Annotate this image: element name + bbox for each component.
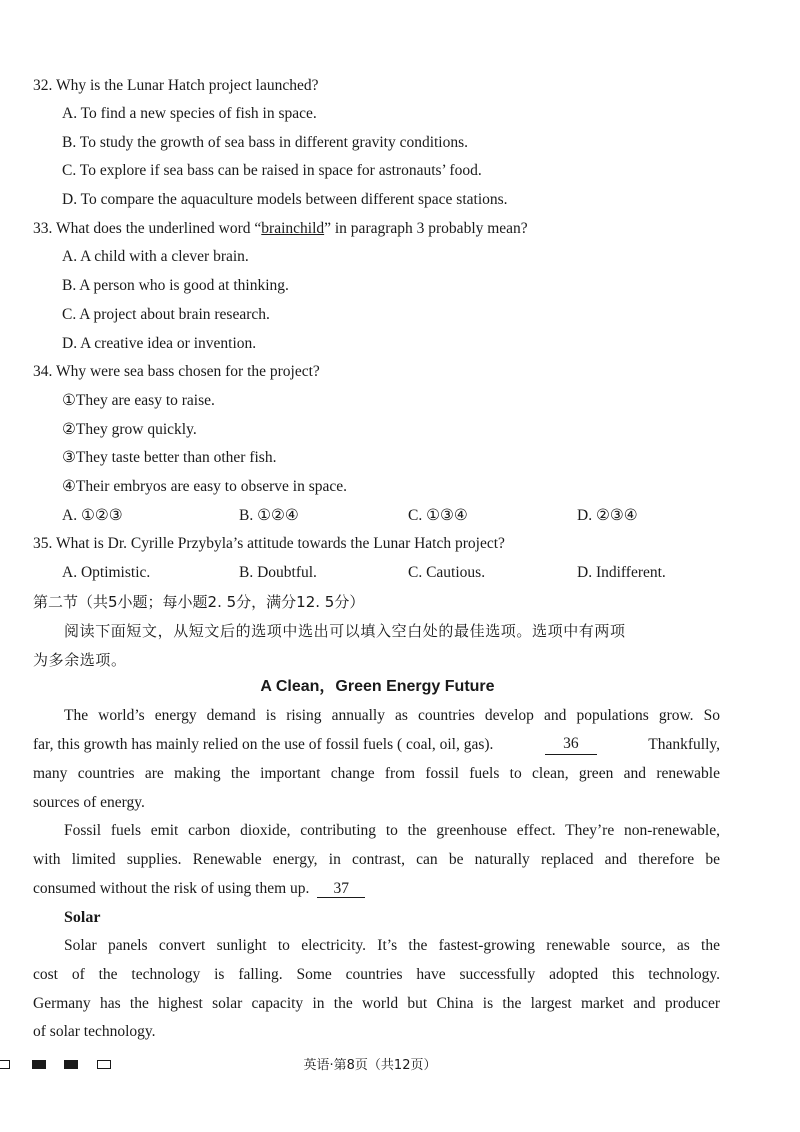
question-34-statement-3: ③They taste better than other fish. [62,449,277,466]
paragraph-2-line-2: with limited supplies. Renewable energy, in contrast, can be naturally replaced and therefore be [33,851,720,868]
question-32-option-a: A. To find a new species of fish in space. [62,105,317,122]
section-2-header: 第二节（共5小题；每小题2. 5分，满分12. 5分） [33,593,365,611]
question-32-stem: 32. Why is the Lunar Hatch project launched? [33,77,319,94]
question-33-option-a: A. A child with a clever brain. [62,248,249,265]
question-33-stem [33,219,528,239]
page-number: 英语·第8页（共12页） [303,1058,437,1073]
page-footer [0,1054,800,1074]
paragraph-2-line-1: Fossil fuels emit carbon dioxide, contributing to the greenhouse effect. They’re non-renewable, [64,822,720,839]
question-34-statement-2: ②They grow quickly. [62,421,197,438]
paragraph-1-line-4: sources of energy. [33,794,145,811]
question-35-option-a: A. Optimistic. [62,564,151,581]
paragraph-2-line-3-text: consumed without the risk of using them up. [33,880,310,897]
question-34-option-a: A. ①②③ [62,507,123,524]
section-2-instruction-line1: 阅读下面短文，从短文后的选项中选出可以填入空白处的最佳选项。选项中有两项 [64,622,626,640]
question-33-option-d: D. A creative idea or invention. [62,335,257,352]
question-33-option-c: C. A project about brain research. [62,306,270,323]
question-35-option-b: B. Doubtful. [239,564,317,581]
question-34-option-d: D. ②③④ [577,507,638,524]
paragraph-3-line-3: Germany has the highest solar capacity in the world but China is the largest market and producer [33,995,720,1012]
question-35-option-d: D. Indifferent. [577,564,666,581]
passage-title: A Clean，Green Energy Future [260,678,495,695]
question-35-options [62,563,666,583]
question-34-statement-4: ④Their embryos are easy to observe in space. [62,478,348,495]
paragraph-3-line-4: of solar technology. [33,1023,156,1040]
question-35-option-c: C. Cautious. [408,564,486,581]
paragraph-3-line-1: Solar panels convert sunlight to electricity. It’s the fastest-growing renewable source, as the [64,937,720,954]
blank-36: 36 [545,735,597,755]
question-32-option-d: D. To compare the aquaculture models between different space stations. [62,191,508,208]
section-2-instruction-line2: 为多余选项。 [33,651,127,669]
subheading-solar: Solar [64,909,101,926]
paragraph-3-line-2: cost of the technology is falling. Some countries have successfully adopted this technology. [33,966,720,983]
question-34-options [62,506,638,526]
question-35-stem: 35. What is Dr. Cyrille Przybyla’s attitude towards the Lunar Hatch project? [33,535,505,552]
question-33-stem-pre: 33. What does the underlined word “ [33,220,262,237]
paragraph-1-line-2-text: far, this growth has mainly relied on the use of fossil fuels ( coal, oil, gas). [33,736,494,753]
question-33-stem-post: ” in paragraph 3 probably mean? [324,220,528,237]
paragraph-1-line-3: many countries are making the important change from fossil fuels to clean, green and renewable [33,765,720,782]
paragraph-1-line-2-end: Thankfully, [648,736,720,753]
question-32-option-b: B. To study the growth of sea bass in different gravity conditions. [62,134,469,151]
underlined-word: brainchild [261,220,325,237]
paragraph-1-line-1: The world’s energy demand is rising annually as countries develop and populations grow. So [64,707,720,724]
paragraph-2-line-3 [33,879,365,899]
question-34-stem: 34. Why were sea bass chosen for the project? [33,363,320,380]
question-34-option-b: B. ①②④ [239,507,299,524]
question-32-option-c: C. To explore if sea bass can be raised in space for astronauts’ food. [62,162,482,179]
question-33-option-b: B. A person who is good at thinking. [62,277,289,294]
question-34-statement-1: ①They are easy to raise. [62,392,215,409]
question-34-option-c: C. ①③④ [408,507,468,524]
blank-37: 37 [317,880,365,898]
paragraph-1-line-2 [33,735,720,755]
